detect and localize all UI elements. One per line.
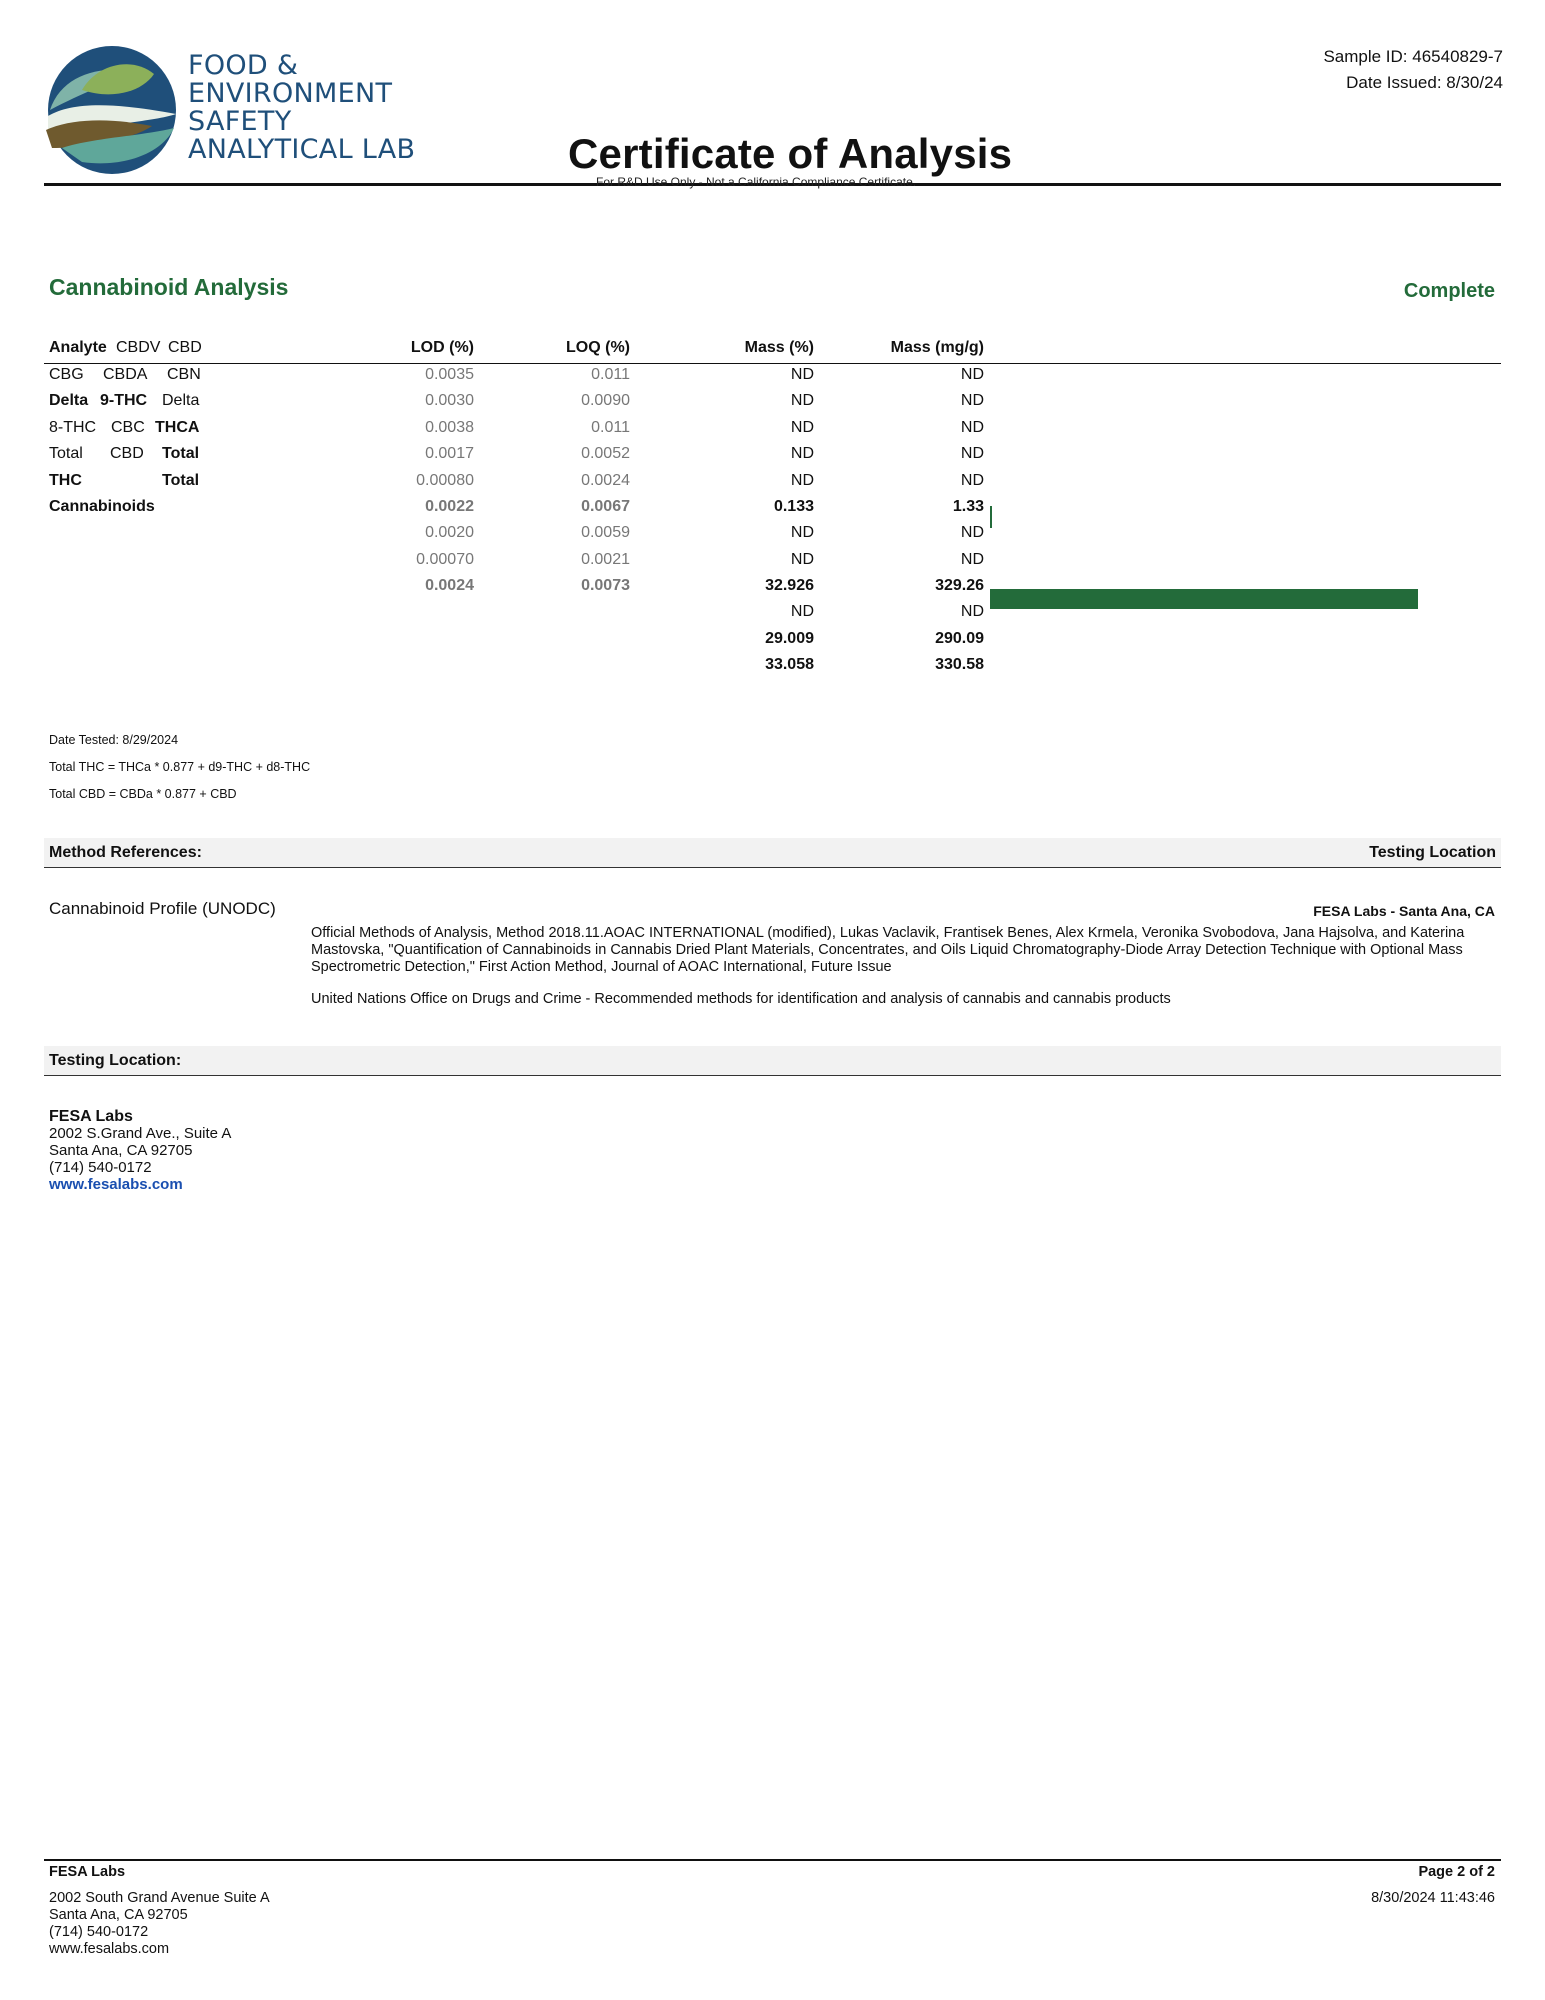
lod-value: 0.0024 xyxy=(425,577,474,594)
mass-mg-value: ND xyxy=(960,445,984,462)
footer-website: www.fesalabs.com xyxy=(49,1941,170,1957)
logo-line: SAFETY xyxy=(188,106,292,137)
logo-line: FOOD & xyxy=(188,50,299,81)
testing-location-label: Testing Location: xyxy=(49,1052,182,1069)
mass-mg-value: 1.33 xyxy=(952,498,984,515)
lod-value: 0.0017 xyxy=(425,445,474,462)
analyte-fragment: CBDA xyxy=(103,366,148,383)
col-header-analyte: Analyte xyxy=(49,339,107,356)
mass-pct-value: 0.133 xyxy=(773,498,814,515)
analyte-fragment: CBN xyxy=(167,366,201,383)
method-lab-location: FESA Labs - Santa Ana, CA xyxy=(1313,903,1495,919)
mass-pct-value: ND xyxy=(790,472,814,489)
footer-lab-name: FESA Labs xyxy=(49,1864,126,1880)
loq-value: 0.0073 xyxy=(581,577,630,594)
loq-value: 0.0052 xyxy=(581,445,630,462)
logo-wordmark xyxy=(188,52,415,164)
lod-value: 0.00080 xyxy=(416,472,474,489)
col-header-loq: LOQ (%) xyxy=(566,339,630,356)
lab-name: FESA Labs xyxy=(49,1108,133,1125)
col-header-lod: LOD (%) xyxy=(410,339,474,356)
footer-timestamp: 8/30/2024 11:43:46 xyxy=(1371,1890,1495,1906)
sample-id: Sample ID: 46540829-7 xyxy=(1323,47,1503,66)
footer-divider xyxy=(44,1859,1501,1861)
mass-mg-value: 329.26 xyxy=(935,577,984,594)
lab-logo xyxy=(42,42,432,182)
lod-value: 0.0038 xyxy=(425,419,474,436)
analyte-fragment: Total xyxy=(162,445,200,462)
footer-address-line: 2002 South Grand Avenue Suite A xyxy=(49,1890,270,1906)
lod-value: 0.0030 xyxy=(425,392,474,409)
analyte-fragment: Total xyxy=(49,445,83,462)
analyte-fragment: Cannabinoids xyxy=(49,498,155,515)
mass-mg-value: ND xyxy=(960,419,984,436)
loq-value: 0.0067 xyxy=(581,498,630,515)
mass-mg-value: ND xyxy=(960,603,984,620)
analyte-fragment: CBD xyxy=(110,445,144,462)
testing-location-header: Testing Location xyxy=(1369,844,1496,861)
mass-pct-value: 33.058 xyxy=(765,656,814,673)
analyte-fragment: Delta xyxy=(162,392,200,409)
analyte-fragment: Delta xyxy=(49,392,89,409)
mass-pct-value: ND xyxy=(790,445,814,462)
mass-bar xyxy=(990,506,992,528)
method-description: Official Methods of Analysis, Method 2018.11.AOAC INTERNATIONAL (modified), Lukas Vaclavik, Frantisek Benes, Alex Krmela, Veronika Svobodova, Jana Hajsolva, and Katerina Mastovska, "Quantification of Cannabinoids in Cannabis Dried Plant Materials, Concentrates, and Oils Liquid Chromatography-Diode Array Detection Technique with Optional Mass Spectrometric Detection," First Action Method, Journal of AOAC International, Future Issue xyxy=(311,925,1465,975)
lab-logo-mark xyxy=(42,44,182,176)
testing-location-band xyxy=(44,1046,1501,1076)
analyte-fragment: Total xyxy=(162,472,200,489)
analyte-fragment: THC xyxy=(49,472,82,489)
total-cbd-formula: Total CBD = CBDa * 0.877 + CBD xyxy=(49,787,237,801)
mass-mg-value: ND xyxy=(960,392,984,409)
mass-pct-value: ND xyxy=(790,419,814,436)
mass-pct-value: ND xyxy=(790,524,814,541)
analyte-fragment: 8-THC xyxy=(49,419,97,436)
mass-mg-value: ND xyxy=(960,472,984,489)
loq-value: 0.011 xyxy=(591,366,630,383)
address-line: 2002 S.Grand Ave., Suite A xyxy=(49,1125,232,1142)
lod-value: 0.0022 xyxy=(425,498,474,515)
method-unodc-reference: United Nations Office on Drugs and Crime - Recommended methods for identification and analysis of cannabis and cannabis products xyxy=(311,991,1171,1007)
footer-address-line: Santa Ana, CA 92705 xyxy=(49,1907,188,1923)
mass-mg-value: ND xyxy=(960,524,984,541)
loq-value: 0.0090 xyxy=(581,392,630,409)
method-name: Cannabinoid Profile (UNODC) xyxy=(49,899,276,918)
analyte-fragment: CBG xyxy=(49,366,84,383)
loq-value: 0.0024 xyxy=(581,472,630,489)
col-header-mass-mg: Mass (mg/g) xyxy=(890,339,984,356)
date-issued: Date Issued: 8/30/24 xyxy=(1346,73,1503,92)
mass-bar xyxy=(990,589,1418,609)
lod-value: 0.0035 xyxy=(425,366,474,383)
mass-pct-value: ND xyxy=(790,551,814,568)
compliance-note: For R&D Use Only - Not a California Compliance Certificate. xyxy=(596,175,917,189)
section-title: Cannabinoid Analysis xyxy=(49,274,289,300)
mass-pct-value: ND xyxy=(790,392,814,409)
lab-phone: (714) 540-0172 xyxy=(49,1159,152,1176)
mass-pct-value: ND xyxy=(790,603,814,620)
testing-location-address xyxy=(49,1108,231,1193)
analyte-fragment: 9-THC xyxy=(100,392,148,409)
method-references-label: Method References: xyxy=(49,844,202,861)
mass-mg-value: 290.09 xyxy=(935,630,984,647)
analyte-fragment: CBC xyxy=(111,419,145,436)
logo-line: ENVIRONMENT xyxy=(188,78,393,109)
mass-mg-value: 330.58 xyxy=(935,656,984,673)
analyte-fragment: CBD xyxy=(168,339,202,356)
analyte-fragment: CBDV xyxy=(116,339,161,356)
mass-pct-value: ND xyxy=(790,366,814,383)
lod-value: 0.00070 xyxy=(416,551,474,568)
date-tested: Date Tested: 8/29/2024 xyxy=(49,733,179,747)
loq-value: 0.0021 xyxy=(581,551,630,568)
table-header-divider xyxy=(44,363,1501,364)
footer-address xyxy=(49,1864,270,1958)
col-header-mass-pct: Mass (%) xyxy=(744,339,814,356)
loq-value: 0.0059 xyxy=(581,524,630,541)
address-line: Santa Ana, CA 92705 xyxy=(49,1142,193,1159)
method-references-band xyxy=(44,838,1501,868)
mass-pct-value: 32.926 xyxy=(765,577,814,594)
status-badge: Complete xyxy=(1403,280,1495,302)
total-thc-formula: Total THC = THCa * 0.877 + d9-THC + d8-THC xyxy=(49,760,311,774)
mass-pct-value: 29.009 xyxy=(765,630,814,647)
loq-value: 0.011 xyxy=(591,419,630,436)
lab-website-link[interactable]: www.fesalabs.com xyxy=(49,1176,183,1193)
mass-mg-value: ND xyxy=(960,551,984,568)
page-number: Page 2 of 2 xyxy=(1418,1864,1495,1880)
lod-value: 0.0020 xyxy=(425,524,474,541)
logo-line: ANALYTICAL LAB xyxy=(188,134,416,165)
mass-mg-value: ND xyxy=(960,366,984,383)
footer-phone: (714) 540-0172 xyxy=(49,1924,149,1940)
analyte-fragment: THCA xyxy=(155,419,200,436)
page-title: Certificate of Analysis xyxy=(568,130,1013,177)
